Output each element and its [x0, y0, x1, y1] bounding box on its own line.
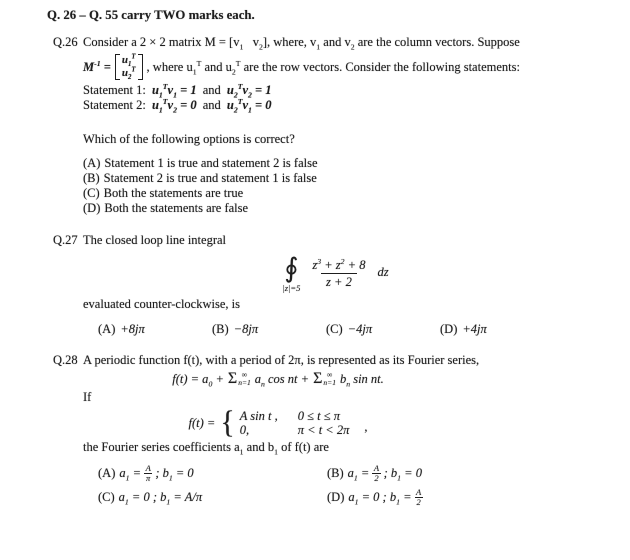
statement-1-math-2: $u_2^Tv_2 = 1$ — [226, 81, 272, 100]
q28-if-label: If — [83, 390, 92, 404]
option-math-pre: $a_1$ = — [119, 466, 142, 483]
option-label: (C) — [326, 322, 343, 336]
fraction-numerator: A — [145, 463, 151, 473]
summation-upper-limit: ∞ — [326, 370, 333, 379]
q26-option-c — [83, 186, 623, 201]
statement-1-math-1: $u_1^Tv_1 = 1$ — [151, 81, 197, 100]
statement-2-label: Statement 2: — [83, 98, 146, 112]
q26-minv-lhs: $M^{-1}$ = — [83, 58, 111, 74]
piecewise-row — [240, 423, 350, 437]
summation-upper-limit: ∞ — [241, 370, 248, 379]
summation-2 — [313, 371, 336, 387]
sigma-icon: Σ — [313, 370, 323, 387]
q26-inverse-matrix-line — [83, 53, 623, 81]
q26-options — [83, 156, 623, 216]
q28-option-d — [327, 488, 623, 507]
contour-integral-equation — [83, 254, 588, 293]
option-label: (D) — [440, 322, 458, 336]
option-value: +8jπ — [120, 322, 145, 336]
question-27-number: Q.27 — [53, 233, 78, 247]
q26-intro-line: Consider a 2 × 2 matrix $M = [v_1$ $v_2$], where, $v_1$ and $v_2$ are the column vectors. Suppose — [83, 35, 520, 52]
piecewise-value: A sin t , — [239, 409, 278, 423]
q26-question-line: Which of the following options is correct? — [83, 132, 295, 146]
statement-1-conjunction: and — [202, 83, 221, 97]
q28-option-b — [327, 464, 623, 483]
option-label: (B) — [212, 322, 229, 336]
matrix-row: $u_2^T$ — [121, 66, 136, 82]
fraction-denominator: 2 — [374, 473, 379, 483]
integral-differential: dz — [377, 265, 389, 279]
q26-statement-1 — [83, 81, 623, 100]
q26-option-d — [83, 201, 623, 216]
piecewise-value: 0, — [239, 423, 250, 437]
question-26-body — [83, 35, 623, 216]
option-math-post: ; $b_1 = 0$ — [155, 466, 194, 483]
option-label: (D) — [83, 201, 101, 215]
option-value: +4jπ — [462, 322, 487, 336]
piecewise-condition: π < t < 2π — [297, 423, 350, 437]
option-text: Statement 1 is true and statement 2 is false — [104, 156, 318, 170]
statement-2-conjunction: and — [202, 98, 221, 112]
option-label: (C) — [98, 490, 115, 504]
piecewise-trailing-comma: , — [364, 420, 368, 434]
matrix-right-bracket — [138, 54, 143, 80]
q27-option-a — [98, 321, 212, 337]
option-fraction — [415, 488, 423, 507]
option-label: (B) — [327, 466, 344, 480]
q28-intro-line: A periodic function f(t), with a period of 2π, is represented as its Fourier series, — [83, 353, 480, 367]
option-text: Statement 2 is true and statement 1 is false — [103, 171, 317, 185]
matrix-rows — [120, 53, 138, 81]
q26-line2-rest: , where $u_1^T$ and $u_2^T$ are the row vectors. Consider the following statements: — [146, 58, 520, 76]
q26-option-b — [83, 171, 623, 186]
option-math-pre: $a_1 = 0$ ; $b_1 = A/\pi$ — [118, 490, 203, 507]
fraction-numerator: A — [373, 463, 380, 473]
option-fraction — [144, 464, 152, 483]
series-lhs: $f(t) = a_0$ + — [172, 372, 224, 389]
option-text: Both the statements are false — [104, 201, 249, 215]
question-27-body — [83, 233, 623, 337]
option-label: (C) — [83, 186, 100, 200]
q26-option-a — [83, 156, 623, 171]
question-26 — [47, 35, 630, 216]
option-value: −4jπ — [347, 322, 373, 336]
summation-lower-limit: n=1 — [323, 378, 336, 387]
fourier-series-equation — [83, 370, 473, 388]
integral-fraction — [307, 258, 370, 289]
statement-2-math-1: $u_1^Tv_2 = 0$ — [151, 96, 197, 115]
statement-1-label: Statement 1: — [83, 83, 146, 97]
q27-option-d — [440, 321, 554, 337]
summation-lower-limit: n=1 — [238, 378, 251, 387]
option-label: (A) — [98, 322, 116, 336]
sigma-icon: Σ — [227, 370, 238, 387]
option-fraction — [372, 464, 380, 483]
option-math-post: ; $b_1 = 0$ — [383, 466, 422, 483]
summation-limits — [238, 371, 251, 387]
q28-options — [83, 464, 623, 507]
fraction-denominator: π — [146, 473, 151, 483]
q28-option-a — [98, 464, 327, 483]
q27-options — [83, 321, 623, 337]
summation-limits — [323, 371, 336, 387]
q28-coefficients-line: the Fourier series coefficients $a_1$ and $b_1$ of f(t) are — [83, 440, 329, 457]
piecewise-lhs: f(t) = — [188, 415, 216, 430]
option-label: (B) — [83, 171, 100, 185]
piecewise-condition: 0 ≤ t ≤ π — [297, 409, 340, 423]
summation-1 — [228, 371, 251, 387]
option-text: Both the statements are true — [103, 186, 244, 200]
q27-outro-line: evaluated counter-clockwise, is — [83, 297, 240, 311]
q26-matrix — [115, 53, 143, 81]
contour-integral-sign-group — [282, 254, 300, 293]
question-28-body — [83, 353, 623, 507]
statement-2-math-2: $u_2^Tv_1 = 0$ — [226, 96, 272, 115]
series-term-2: $b_n$ sin nt. — [339, 372, 384, 389]
contour-integral-icon: ∮ — [284, 253, 299, 284]
series-term-1: $a_n$ cos nt + — [254, 372, 310, 389]
fraction-numerator: A — [416, 487, 422, 497]
question-28 — [47, 353, 630, 507]
fraction-numerator: $z^3 + z^2 + 8$ — [312, 256, 366, 272]
integral-contour-label: |z|=5 — [282, 283, 301, 293]
piecewise-brace: { — [220, 405, 235, 440]
option-math-pre: $a_1$ = — [347, 466, 370, 483]
option-value: −8jπ — [233, 322, 259, 336]
piecewise-definition — [83, 405, 473, 440]
q27-option-c — [326, 321, 440, 337]
question-27 — [47, 233, 630, 337]
piecewise-rows — [240, 409, 350, 437]
fraction-denominator: 2 — [416, 497, 421, 507]
option-label: (D) — [327, 490, 345, 504]
q26-statement-2 — [83, 96, 623, 115]
q27-option-b — [212, 321, 326, 337]
question-28-number: Q.28 — [53, 353, 78, 367]
fraction-denominator: z + 2 — [321, 273, 357, 289]
option-label: (A) — [98, 466, 116, 480]
question-26-number: Q.26 — [53, 35, 78, 49]
piecewise-row — [240, 409, 350, 423]
matrix-row: $u_1^T$ — [121, 53, 136, 69]
q28-option-c — [98, 488, 327, 507]
option-label: (A) — [83, 156, 101, 170]
q27-intro-line: The closed loop line integral — [83, 233, 227, 247]
section-header: Q. 26 – Q. 55 carry TWO marks each. — [47, 8, 255, 22]
option-math-pre: $a_1 = 0$ ; $b_1$ = — [348, 490, 412, 507]
